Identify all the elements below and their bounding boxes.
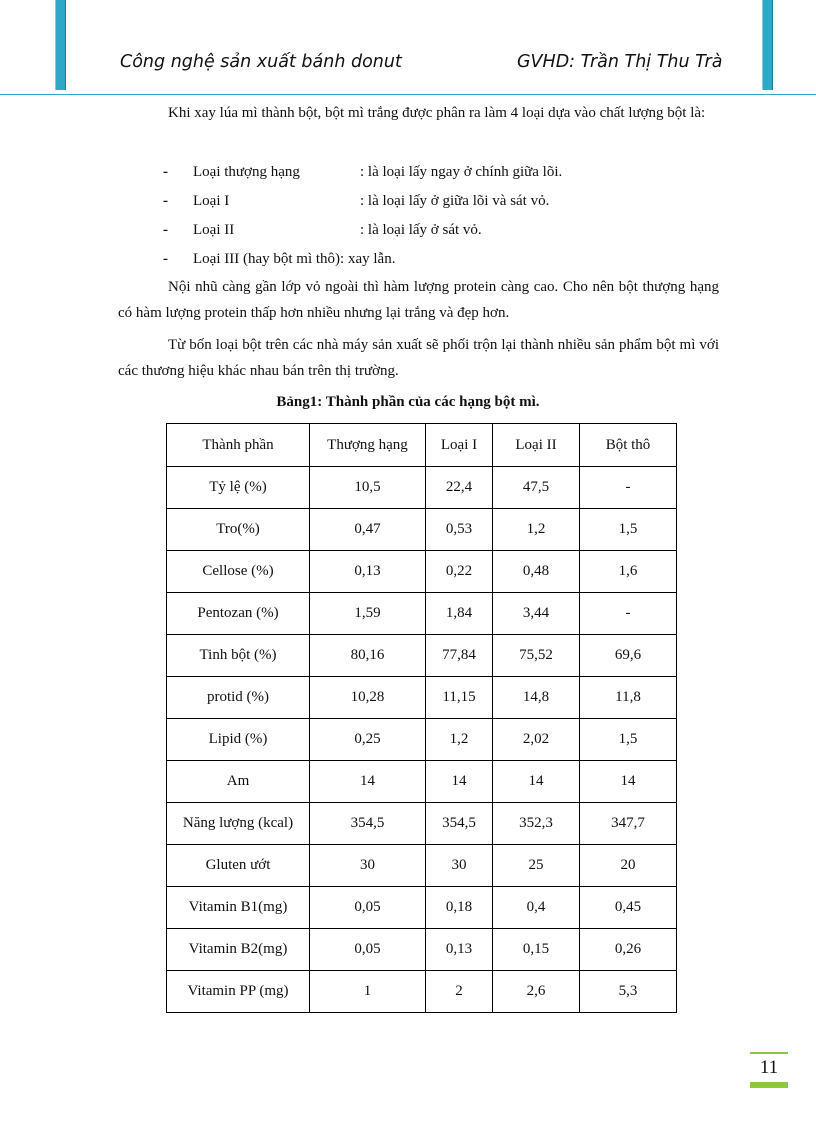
value-cell: 2,6 (493, 971, 580, 1013)
column-header: Bột thô (580, 424, 677, 467)
value-cell: 30 (426, 845, 493, 887)
list-dash: - (163, 222, 168, 238)
list-item-name: Loại III (hay bột mì thô): xay lẫn. (193, 251, 396, 267)
value-cell: 0,15 (493, 929, 580, 971)
value-cell: 0,13 (310, 551, 426, 593)
column-header: Loại I (426, 424, 493, 467)
table-row (167, 467, 677, 509)
row-label-cell: Vitamin B1(mg) (167, 887, 310, 929)
value-cell: 0,47 (310, 509, 426, 551)
value-cell: 0,4 (493, 887, 580, 929)
value-cell: 22,4 (426, 467, 493, 509)
list-item-name: Loại thượng hạng (193, 164, 300, 180)
table-row (167, 971, 677, 1013)
left-decor-bar (55, 0, 66, 90)
page-number: 11 (759, 1057, 779, 1078)
table-row (167, 509, 677, 551)
table-row (167, 761, 677, 803)
list-item-desc: : là loại lấy ở sát vỏ. (360, 222, 482, 238)
row-label-cell: Vitamin B2(mg) (167, 929, 310, 971)
value-cell: 20 (580, 845, 677, 887)
row-label-cell: Cellose (%) (167, 551, 310, 593)
row-label-cell: Tro(%) (167, 509, 310, 551)
paragraph-protein: Nội nhũ càng gần lớp vỏ ngoài thì hàm lượng protein càng cao. Cho nên bột thượng hạng có hàm lượng protein thấp hơn nhiều nhưng lại trắng và đẹp hơn. (118, 279, 719, 321)
flour-composition-table (166, 423, 677, 1013)
value-cell: 354,5 (426, 803, 493, 845)
value-cell: 0,05 (310, 887, 426, 929)
value-cell: 11,8 (580, 677, 677, 719)
value-cell: 69,6 (580, 635, 677, 677)
value-cell: 352,3 (493, 803, 580, 845)
list-item-desc: : là loại lấy ở giữa lõi và sát vỏ. (360, 193, 550, 209)
value-cell: 1,2 (493, 509, 580, 551)
value-cell: 2 (426, 971, 493, 1013)
list-item-name: Loại I (193, 193, 230, 209)
value-cell: 1,5 (580, 719, 677, 761)
value-cell: 75,52 (493, 635, 580, 677)
value-cell: 14 (426, 761, 493, 803)
value-cell: 0,13 (426, 929, 493, 971)
value-cell: 11,15 (426, 677, 493, 719)
value-cell: 0,53 (426, 509, 493, 551)
row-label-cell: Am (167, 761, 310, 803)
list-dash: - (163, 251, 168, 267)
value-cell: 0,22 (426, 551, 493, 593)
value-cell: 0,48 (493, 551, 580, 593)
row-label-cell: Tinh bột (%) (167, 635, 310, 677)
value-cell: 14 (493, 761, 580, 803)
row-label-cell: Pentozan (%) (167, 593, 310, 635)
table-row (167, 551, 677, 593)
header-divider (0, 94, 816, 95)
value-cell: 1,59 (310, 593, 426, 635)
value-cell: 0,05 (310, 929, 426, 971)
row-label-cell: Tỷ lệ (%) (167, 467, 310, 509)
value-cell: 10,5 (310, 467, 426, 509)
value-cell: 354,5 (310, 803, 426, 845)
value-cell: 10,28 (310, 677, 426, 719)
row-label-cell: Gluten ướt (167, 845, 310, 887)
table-row (167, 593, 677, 635)
value-cell: 3,44 (493, 593, 580, 635)
row-label-cell: Vitamin PP (mg) (167, 971, 310, 1013)
table-header-row (167, 424, 677, 467)
header-instructor: GVHD: Trần Thị Thu Trà (517, 52, 723, 72)
paragraph-blending: Từ bốn loại bột trên các nhà máy sản xuất sẽ phối trộn lại thành nhiều sản phẩm bột mì với các thương hiệu khác nhau bán trên thị trường. (118, 337, 719, 379)
value-cell: 1,84 (426, 593, 493, 635)
value-cell: 80,16 (310, 635, 426, 677)
value-cell: 0,25 (310, 719, 426, 761)
table-row (167, 845, 677, 887)
page-number-box (750, 1052, 788, 1088)
value-cell: 14 (310, 761, 426, 803)
value-cell: 347,7 (580, 803, 677, 845)
right-decor-bar (762, 0, 773, 90)
value-cell: 25 (493, 845, 580, 887)
value-cell: 0,45 (580, 887, 677, 929)
value-cell: 30 (310, 845, 426, 887)
column-header: Thượng hạng (310, 424, 426, 467)
value-cell: 1 (310, 971, 426, 1013)
value-cell: 77,84 (426, 635, 493, 677)
value-cell: 0,26 (580, 929, 677, 971)
list-dash: - (163, 193, 168, 209)
list-dash: - (163, 164, 168, 180)
page-number-bottom-bar (750, 1082, 788, 1088)
value-cell: 14 (580, 761, 677, 803)
value-cell: 47,5 (493, 467, 580, 509)
value-cell: 1,5 (580, 509, 677, 551)
column-header: Thành phần (167, 424, 310, 467)
value-cell: 1,2 (426, 719, 493, 761)
table-row (167, 803, 677, 845)
table-row (167, 635, 677, 677)
header-title: Công nghệ sản xuất bánh donut (120, 52, 402, 72)
column-header: Loại II (493, 424, 580, 467)
table-row (167, 887, 677, 929)
value-cell: 2,02 (493, 719, 580, 761)
table-caption: Bảng1: Thành phần của các hạng bột mì. (276, 394, 540, 410)
value-cell: 0,18 (426, 887, 493, 929)
list-item-name: Loại II (193, 222, 235, 238)
value-cell: 14,8 (493, 677, 580, 719)
value-cell: 5,3 (580, 971, 677, 1013)
table-row (167, 677, 677, 719)
value-cell: 1,6 (580, 551, 677, 593)
table-row (167, 719, 677, 761)
row-label-cell: Lipid (%) (167, 719, 310, 761)
table-row (167, 929, 677, 971)
value-cell: - (580, 467, 677, 509)
value-cell: - (580, 593, 677, 635)
row-label-cell: protid (%) (167, 677, 310, 719)
intro-paragraph: Khi xay lúa mì thành bột, bột mì trắng được phân ra làm 4 loại dựa vào chất lượng bột là: (168, 105, 706, 121)
list-item-desc: : là loại lấy ngay ở chính giữa lõi. (360, 164, 563, 180)
row-label-cell: Năng lượng (kcal) (167, 803, 310, 845)
